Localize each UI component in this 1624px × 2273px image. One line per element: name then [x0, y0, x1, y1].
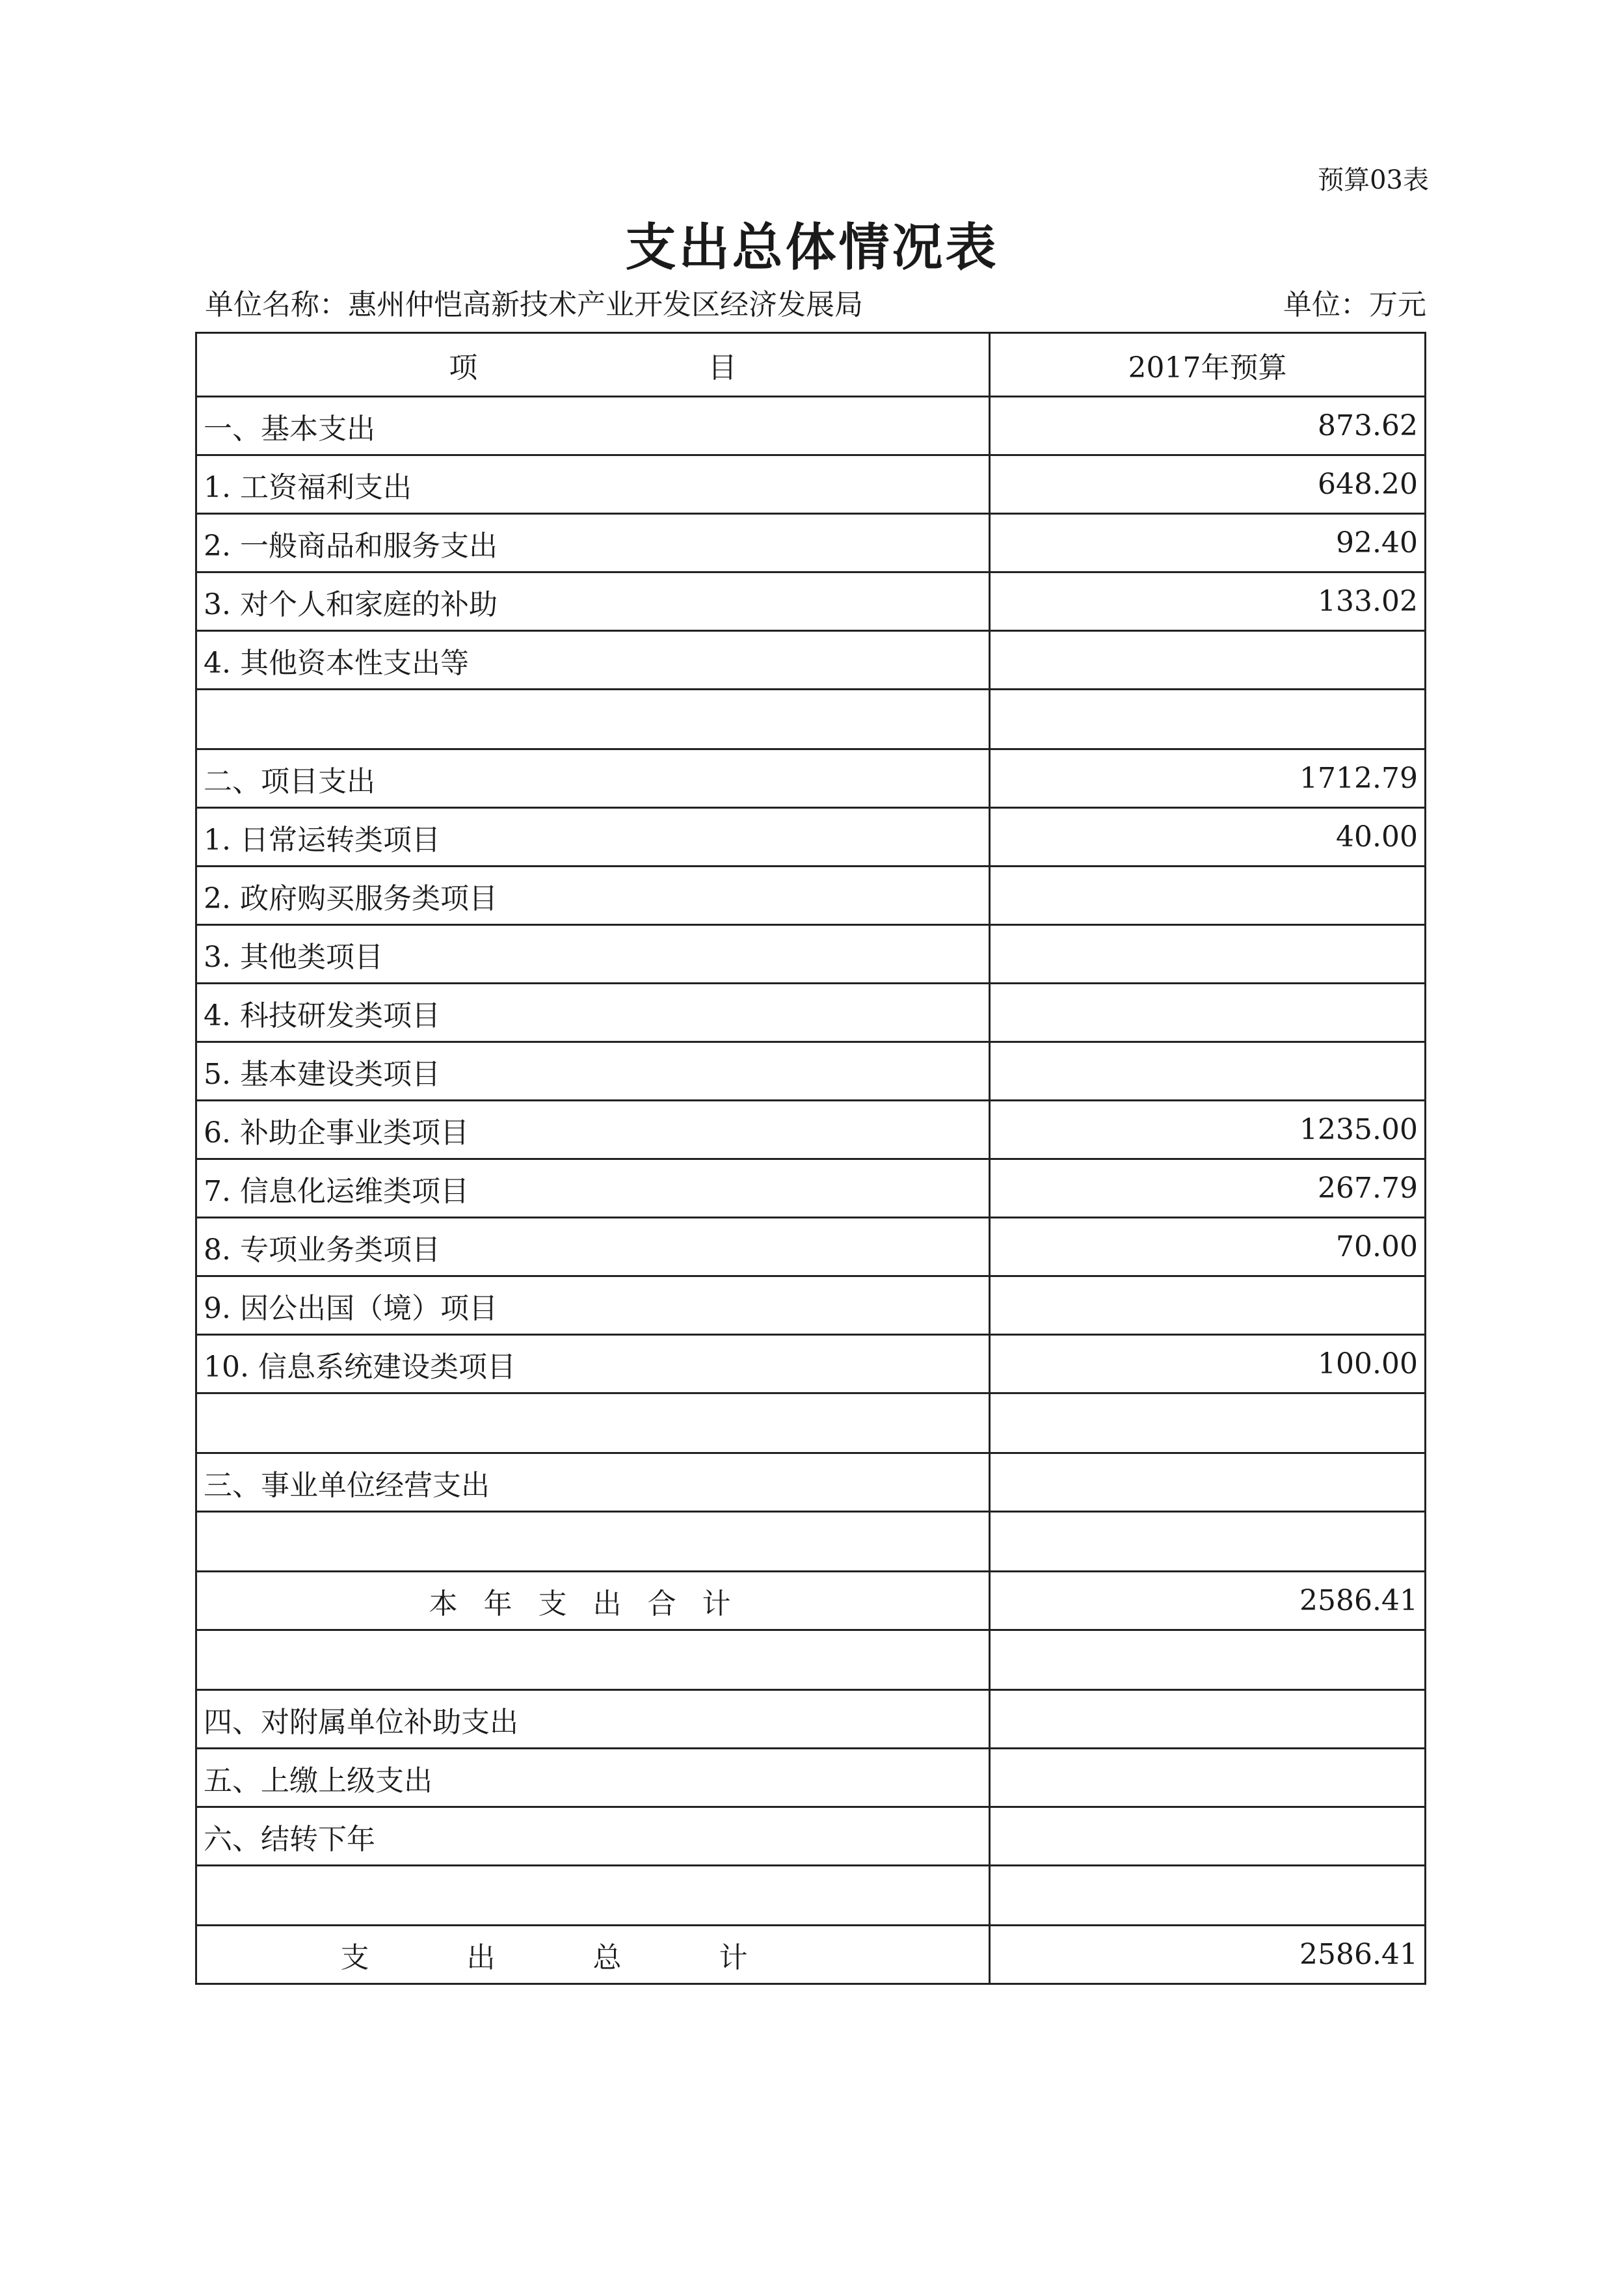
row-label: 10. 信息系统建设类项目	[196, 1335, 990, 1393]
row-value	[990, 1690, 1426, 1749]
year-total-label: 本年支出合计	[196, 1572, 990, 1630]
row-value	[990, 1512, 1426, 1572]
header-item-b: 目	[708, 351, 737, 384]
row-value	[990, 925, 1426, 984]
row-value	[990, 867, 1426, 925]
table-row	[196, 1276, 1426, 1335]
table-row	[196, 1101, 1426, 1159]
row-label: 一、基本支出	[196, 397, 990, 455]
table-row	[196, 1572, 1426, 1630]
row-label: 2. 一般商品和服务支出	[196, 514, 990, 572]
row-value	[990, 1276, 1426, 1335]
row-value: 648.20	[990, 455, 1426, 514]
row-label: 5. 基本建设类项目	[196, 1042, 990, 1101]
row-value	[990, 984, 1426, 1042]
row-value: 92.40	[990, 514, 1426, 572]
table-row	[196, 1866, 1426, 1926]
table-row	[196, 1690, 1426, 1749]
table-row	[196, 1393, 1426, 1453]
table-row	[196, 1042, 1426, 1101]
table-row	[196, 1749, 1426, 1807]
row-value	[990, 1630, 1426, 1690]
row-label: 7. 信息化运维类项目	[196, 1159, 990, 1218]
row-label	[196, 1866, 990, 1926]
table-row	[196, 1218, 1426, 1276]
row-label: 二、项目支出	[196, 749, 990, 808]
form-code: 预算03表	[1318, 165, 1429, 195]
row-label	[196, 1512, 990, 1572]
expenditure-table	[195, 332, 1426, 1985]
row-label	[196, 1393, 990, 1453]
table-row	[196, 1453, 1426, 1512]
table-row	[196, 984, 1426, 1042]
table-row	[196, 1159, 1426, 1218]
row-label: 4. 其他资本性支出等	[196, 631, 990, 690]
row-value	[990, 631, 1426, 690]
row-label: 五、上缴上级支出	[196, 1749, 990, 1807]
unit-name: 单位名称：惠州仲恺高新技术产业开发区经济发展局	[205, 288, 863, 321]
table-row	[196, 1335, 1426, 1393]
row-label	[196, 690, 990, 749]
table-row	[196, 1807, 1426, 1866]
row-label	[196, 1630, 990, 1690]
page-title: 支出总体情况表	[625, 218, 999, 277]
row-value	[990, 1749, 1426, 1807]
table-row	[196, 1926, 1426, 1984]
unit-measure: 单位：万元	[1283, 288, 1426, 321]
year-total-value: 2586.41	[990, 1572, 1426, 1630]
row-value	[990, 690, 1426, 749]
table-row	[196, 397, 1426, 455]
table-row	[196, 1512, 1426, 1572]
header-item	[196, 333, 990, 397]
row-label: 六、结转下年	[196, 1807, 990, 1866]
row-value: 267.79	[990, 1159, 1426, 1218]
row-value	[990, 1807, 1426, 1866]
row-value: 40.00	[990, 808, 1426, 867]
table-row	[196, 690, 1426, 749]
table-row	[196, 925, 1426, 984]
row-value	[990, 1393, 1426, 1453]
row-value	[990, 1042, 1426, 1101]
row-label: 8. 专项业务类项目	[196, 1218, 990, 1276]
table-row	[196, 1630, 1426, 1690]
grand-total-value: 2586.41	[990, 1926, 1426, 1984]
row-label: 3. 对个人和家庭的补助	[196, 572, 990, 631]
row-value: 1712.79	[990, 749, 1426, 808]
row-label: 4. 科技研发类项目	[196, 984, 990, 1042]
grand-total-label: 支出总计	[196, 1926, 990, 1984]
row-value	[990, 1453, 1426, 1512]
row-label: 3. 其他类项目	[196, 925, 990, 984]
row-label: 2. 政府购买服务类项目	[196, 867, 990, 925]
row-value	[990, 1866, 1426, 1926]
table-header-row	[196, 333, 1426, 397]
row-label: 1. 日常运转类项目	[196, 808, 990, 867]
header-item-a: 项	[449, 351, 478, 384]
table-row	[196, 572, 1426, 631]
row-label: 四、对附属单位补助支出	[196, 1690, 990, 1749]
table-row	[196, 514, 1426, 572]
table-row	[196, 631, 1426, 690]
row-label: 9. 因公出国（境）项目	[196, 1276, 990, 1335]
row-label: 三、事业单位经营支出	[196, 1453, 990, 1512]
row-value: 1235.00	[990, 1101, 1426, 1159]
table-row	[196, 749, 1426, 808]
header-budget: 2017年预算	[990, 333, 1426, 397]
row-value: 70.00	[990, 1218, 1426, 1276]
row-label: 1. 工资福利支出	[196, 455, 990, 514]
row-value: 133.02	[990, 572, 1426, 631]
row-label: 6. 补助企事业类项目	[196, 1101, 990, 1159]
table-row	[196, 808, 1426, 867]
table-row	[196, 455, 1426, 514]
table-row	[196, 867, 1426, 925]
row-value: 100.00	[990, 1335, 1426, 1393]
row-value: 873.62	[990, 397, 1426, 455]
